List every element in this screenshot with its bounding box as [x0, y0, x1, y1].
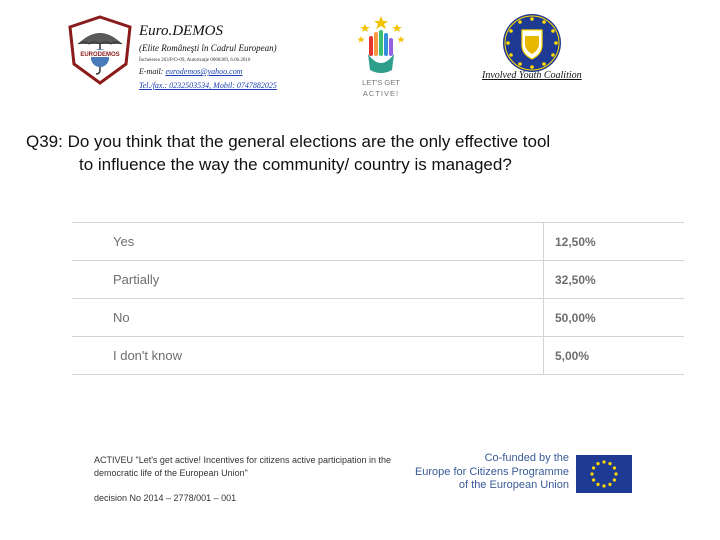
answer-percentage: 50,00% — [544, 299, 685, 337]
org-registration: Încheierea 263/P/O-09, Autorizaţie 0068369, 6.06.2010 — [139, 58, 251, 63]
cofund-line-3: of the European Union — [458, 479, 569, 491]
org-email-line — [139, 67, 339, 77]
lets-get-active-logo — [356, 14, 406, 102]
eu-flag-icon — [576, 455, 632, 493]
star-icon — [374, 16, 388, 29]
org-email-link[interactable]: eurodemos@yahoo.com — [165, 67, 243, 76]
hands-icon — [368, 30, 394, 73]
cofund-line-2: Europe for Citizens Programme — [414, 465, 569, 478]
org-subtitle: (Elite Româneşti în Cadrul European) — [139, 43, 277, 53]
answer-label: Partially — [72, 261, 544, 299]
eurodemos-logo — [64, 14, 136, 86]
cofund-line-1: Co-funded by the — [484, 452, 569, 464]
eurodemos-logo-text: EURODEMOS — [80, 52, 120, 58]
org-email-label: E-mail: — [139, 67, 166, 76]
answer-percentage: 5,00% — [544, 337, 685, 375]
org-phone: Tel./fax.: 0232503534, Mobil: 0747882025 — [139, 81, 277, 90]
table-row — [72, 337, 684, 375]
cofunded-statement — [404, 452, 569, 493]
org-info — [139, 22, 339, 91]
answer-label: I don't know — [72, 337, 544, 375]
question-text — [26, 130, 696, 176]
answer-label: Yes — [72, 223, 544, 261]
question-line-2: to influence the way the community/ country is managed? — [79, 155, 512, 174]
question-line-1: Q39: Do you think that the general elections are the only effective tool — [26, 132, 551, 151]
involved-youth-coalition-caption: Involved Youth Coalition — [482, 70, 582, 81]
org-name: Euro.DEMOS — [139, 23, 224, 39]
table-row — [72, 299, 684, 337]
active-logo-text-line2: ACTIVE! — [362, 89, 400, 98]
results-table — [72, 222, 684, 375]
answer-label: No — [72, 299, 544, 337]
project-description: ACTIVEU "Let's get active! Incentives for citizens active participation in the democratic life of the European Union" — [94, 455, 392, 478]
project-info — [94, 454, 394, 505]
answer-percentage: 32,50% — [544, 261, 685, 299]
table-row — [72, 223, 684, 261]
decision-number: decision No 2014 – 2778/001 – 001 — [94, 493, 237, 503]
table-row — [72, 261, 684, 299]
answer-percentage: 12,50% — [544, 223, 685, 261]
involved-youth-coalition-logo — [498, 12, 566, 74]
active-logo-text-line1: LET'S GET — [362, 78, 400, 87]
